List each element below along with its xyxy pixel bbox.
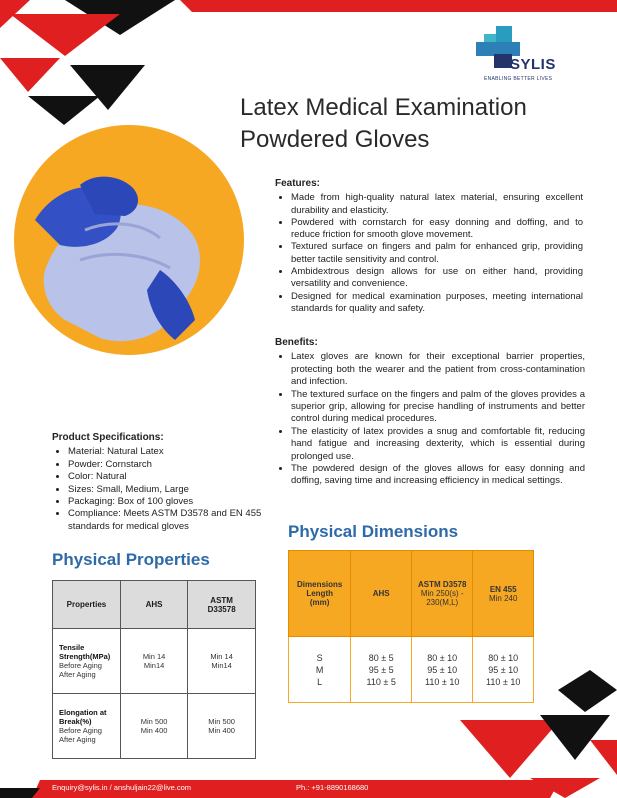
cell-value: 80 ± 5: [368, 652, 394, 663]
table-cell: [120, 694, 187, 759]
cell-value: 95 ± 5: [368, 664, 394, 675]
cell-value: 110 ± 10: [425, 676, 460, 687]
title-line-2: Powdered Gloves: [240, 126, 430, 153]
list-item: • Color: Natural: [68, 471, 282, 483]
features-heading: Features:: [275, 178, 321, 189]
list-item: • Ambidextrous design allows for use on either hand, providing versatility and convenience.: [291, 266, 583, 291]
table-cell: [188, 629, 256, 694]
column-header: [412, 551, 473, 637]
list-item: • Powder: Cornstarch: [68, 459, 282, 471]
cell-value: Min14: [211, 661, 232, 670]
column-header: AHS: [120, 581, 187, 629]
cell-value: Min14: [143, 661, 165, 670]
table-row: [53, 694, 256, 759]
column-header: ASTM D33578: [188, 581, 256, 629]
benefits-section: [275, 337, 585, 488]
cell-value: 95 ± 10: [427, 664, 458, 675]
list-item: • Latex gloves are known for their exceptional barrier properties, protecting both the wearer and the patient from cross-contamination and infection.: [291, 351, 585, 388]
property-sub: Before Aging: [59, 661, 102, 670]
property-sub: After Aging: [59, 735, 96, 744]
table-cell: [120, 629, 187, 694]
table-cell: [412, 637, 473, 703]
table-cell: [188, 694, 256, 759]
specifications-heading: Product Specifications:: [52, 432, 164, 443]
cell-value: M: [315, 664, 324, 675]
cell-value: Min 400: [208, 726, 235, 735]
list-item: • Material: Natural Latex: [68, 446, 282, 458]
physical-properties-table: [52, 580, 256, 759]
table-cell: [289, 637, 351, 703]
cell-value: 110 ± 10: [486, 676, 521, 687]
table-cell: [473, 637, 534, 703]
column-header: Properties: [53, 581, 121, 629]
list-item: • The powdered design of the gloves allows for easy donning and doffing, saving time and increasing efficiency in medical settings.: [291, 463, 585, 488]
property-name: Elongation at Break(%): [59, 708, 107, 726]
column-header-sub: Min 250(s) - 230(M,L): [420, 589, 464, 607]
property-name: Tensile Strength(MPa): [59, 643, 111, 661]
cell-value: 80 ± 10: [427, 652, 458, 663]
cell-value: Min 500: [208, 717, 235, 726]
footer-phone: Ph.: +91-8890168680: [296, 783, 369, 792]
cell-value: 95 ± 10: [488, 664, 519, 675]
footer-email: Enquiry@sylis.in / anshuljain22@live.com: [52, 783, 192, 792]
cell-value: Min 14: [142, 652, 166, 661]
cell-value: S: [316, 652, 323, 663]
specifications-list: [52, 446, 282, 533]
cell-value: Min 500: [140, 717, 168, 726]
list-item: • Sizes: Small, Medium, Large: [68, 484, 282, 496]
cell-value: 110 ± 5: [366, 676, 396, 687]
list-item: • Compliance: Meets ASTM D3578 and EN 455 standards for medical gloves: [68, 508, 282, 533]
column-header-title: ASTM D3578: [417, 580, 467, 589]
table-header-row: [53, 581, 256, 629]
cell-value: L: [317, 676, 323, 687]
cell-value: Min 400: [140, 726, 168, 735]
property-sub: Before Aging: [59, 726, 102, 735]
physical-dimensions-heading: Physical Dimensions: [288, 522, 459, 541]
cell-value: 80 ± 10: [488, 652, 519, 663]
table-header-row: [289, 551, 534, 637]
title-line-1: Latex Medical Examination: [240, 94, 527, 121]
features-list: [275, 192, 583, 315]
column-header: AHS: [351, 551, 412, 637]
specifications-section: [52, 432, 282, 533]
brand-name: SYLIS: [510, 56, 556, 73]
cell-value: Min 14: [210, 652, 233, 661]
benefits-list: [275, 351, 585, 487]
list-item: • Packaging: Box of 100 gloves: [68, 496, 282, 508]
table-row: [53, 629, 256, 694]
list-item: • The elasticity of latex provides a snug and comfortable fit, reducing hand fatigue and increasing dexterity, which is essential during prolonged use.: [291, 426, 585, 463]
table-row: [289, 637, 534, 703]
column-header: [473, 551, 534, 637]
column-header-title: EN 455: [489, 584, 517, 594]
gloved-hands-image: [25, 150, 225, 350]
physical-dimensions-table: [288, 550, 534, 703]
table-cell: [53, 694, 121, 759]
page-title: [240, 92, 580, 156]
list-item: • The textured surface on the fingers and palm of the gloves provides a superior grip, allowing for precise handling of instruments and better control during medical procedures.: [291, 389, 585, 426]
list-item: • Made from high-quality natural latex material, ensuring excellent durability and elasticity.: [291, 192, 583, 217]
list-item: • Designed for medical examination purposes, meeting international standards for quality and safety.: [291, 291, 583, 316]
column-header: Dimensions Length (mm): [289, 551, 351, 637]
list-item: • Powdered with cornstarch for easy donning and doffing, and to reduce friction for smooth glove movement.: [291, 217, 583, 242]
brand-tagline: ENABLING BETTER LIVES: [484, 76, 553, 82]
table-cell: [351, 637, 412, 703]
column-header-sub: Min 240: [488, 593, 518, 603]
features-section: [275, 178, 583, 315]
list-item: • Textured surface on fingers and palm for enhanced grip, providing better tactile sensitivity and control.: [291, 241, 583, 266]
property-sub: After Aging: [59, 670, 96, 679]
benefits-heading: Benefits:: [275, 337, 318, 348]
physical-properties-heading: Physical Properties: [52, 550, 210, 569]
table-cell: [53, 629, 121, 694]
